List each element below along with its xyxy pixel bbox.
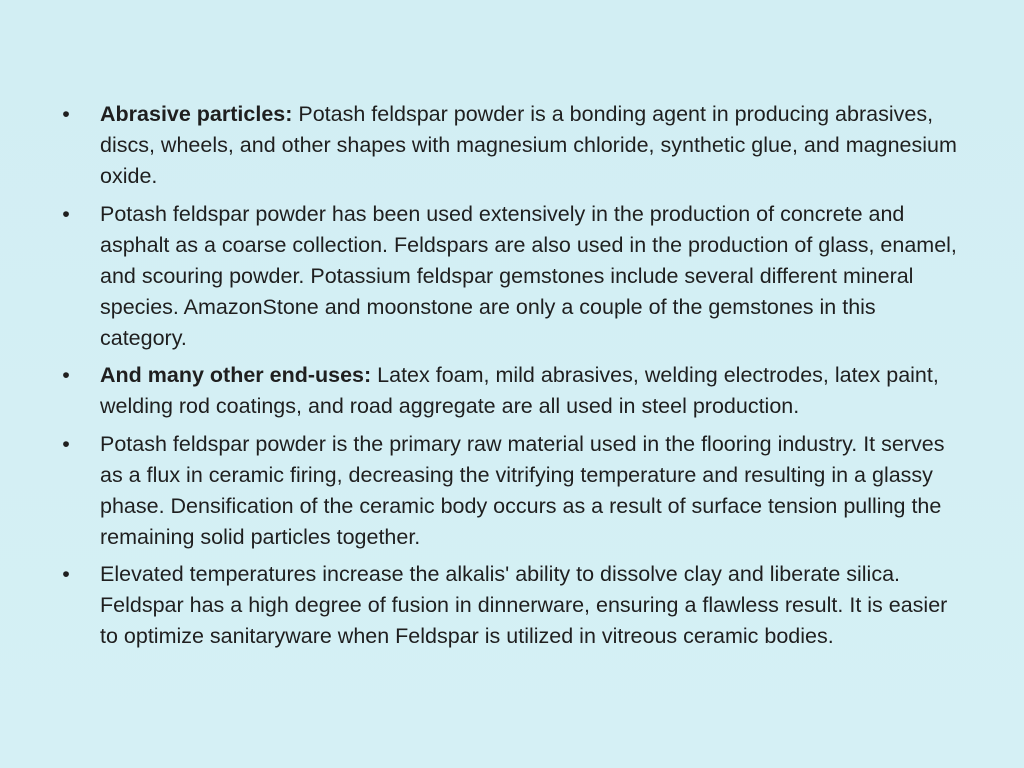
bullet-dot-icon: •: [62, 562, 70, 586]
bullet-item: [56, 559, 966, 652]
bullet-dot-icon: •: [62, 431, 70, 456]
bullet-text: Potash feldspar powder is the primary raw material used in the flooring industry. It serves as a flux in ceramic firing, decreasing the vitrifying temperature and resulting in a glassy phase. Densification of the ceramic body occurs as a result of surface tension pulling the remaining solid particles together.: [100, 431, 945, 549]
bullet-lead: Abrasive particles:: [100, 102, 293, 126]
bullet-item: [56, 199, 966, 354]
bullet-item: [56, 429, 966, 553]
bullet-text: Potash feldspar powder is a bonding agent in producing abrasives, discs, wheels, and other shapes with magnesium chloride, synthetic glue, and magnesium oxide.: [100, 102, 957, 188]
bullet-text: Potash feldspar powder has been used extensively in the production of concrete and asphalt as a coarse collection. Feldspars are also used in the production of glass, enamel, and scouring powder. Potassium feldspar gemstones include several different mineral species. AmazonStone and moonstone are only a couple of the gemstones in this category.: [100, 201, 957, 350]
bullet-dot-icon: •: [62, 102, 70, 126]
bullet-lead: And many other end-uses:: [100, 363, 372, 387]
bullet-item: [56, 99, 966, 192]
bullet-text: Elevated temperatures increase the alkalis' ability to dissolve clay and liberate silica. Feldspar has a high degree of fusion in dinnerware, ensuring a flawless result. It is easier to optimize sanitaryware when Feldspar is utilized in vitreous ceramic bodies.: [100, 562, 948, 648]
bullet-text: Latex foam, mild abrasives, welding electrodes, latex paint, welding rod coatings, and road aggregate are all used in steel production.: [100, 363, 939, 418]
bullet-dot-icon: •: [62, 363, 70, 387]
bullet-list: [56, 99, 966, 659]
bullet-item: [56, 360, 966, 422]
bullet-dot-icon: •: [62, 201, 70, 226]
